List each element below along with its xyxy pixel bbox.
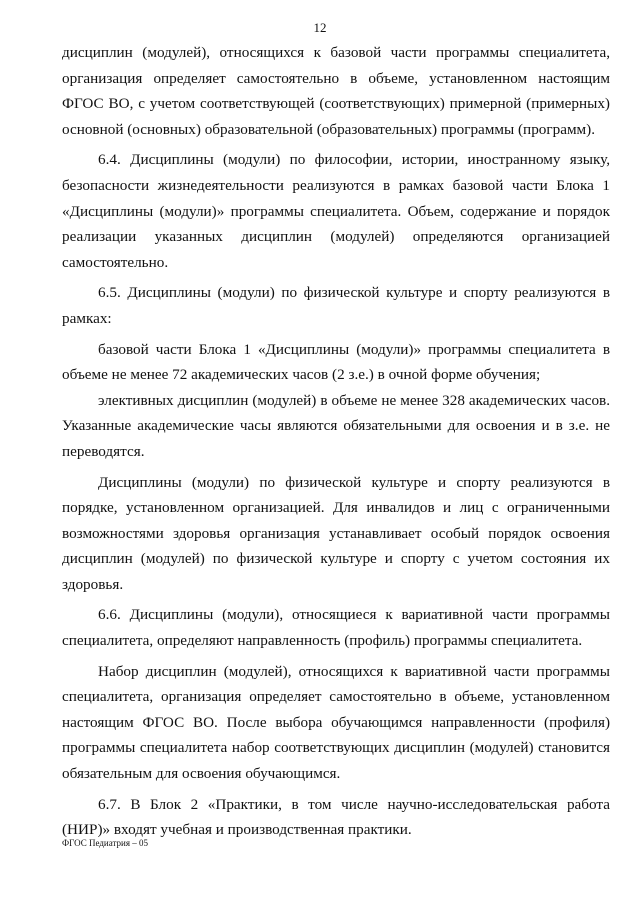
footer-standard-code: ФГОС Педиатрия – 05	[62, 838, 148, 848]
paragraph-6-5-item-elective: элективных дисциплин (модулей) в объеме не менее 328 академических часов. Указанные академические часы являются обязательными для освоения и в з.е. не переводятся.	[62, 391, 610, 460]
paragraph-pe-order: Дисциплины (модули) по физической культуре и спорту реализуются в порядке, установленном организацией. Для инвалидов и лиц с ограниченными возможностями здоровья организация устанавливает особый порядок освоения дисциплин (модулей) по физической культуре и спорту с учетом состояния их здоровья.	[62, 473, 610, 593]
paragraph-continuation: дисциплин (модулей), относящихся к базовой части программы специалитета, организация определяет самостоятельно в объеме, установленном настоящим ФГОС ВО, с учетом соответствующей (соответствующих) примерной (примерных) основной (основных) образовательной (образовательных) программы (программ).	[62, 44, 610, 138]
document-body	[62, 40, 610, 848]
paragraph-6-5: 6.5. Дисциплины (модули) по физической культуре и спорту реализуются в рамках:	[62, 284, 610, 327]
paragraph-variative-set: Набор дисциплин (модулей), относящихся к вариативной части программы специалитета, организация определяет самостоятельно в объеме, установленном настоящим ФГОС ВО. После выбора обучающимся направленности (профиля) программы специалитета набор соответствующих дисциплин (модулей) становится обязательным для освоения обучающимся.	[62, 662, 610, 783]
paragraph-6-5-item-base: базовой части Блока 1 «Дисциплины (модули)» программы специалитета в объеме не менее 72 академических часов (2 з.е.) в очной форме обучения;	[62, 340, 610, 384]
paragraph-6-4: 6.4. Дисциплины (модули) по философии, истории, иностранному языку, безопасности жизнедеятельности реализуются в рамках базовой части Блока 1 «Дисциплины (модули)» программы специалитета. Объем, содержание и порядок реализации указанных дисциплин (модулей) определяются организацией самостоятельно.	[62, 151, 610, 271]
paragraph-6-6: 6.6. Дисциплины (модули), относящиеся к вариативной части программы специалитета, определяют направленность (профиль) программы специалитета.	[62, 606, 610, 650]
page-number: 12	[313, 20, 327, 35]
paragraph-6-7: 6.7. В Блок 2 «Практики, в том числе научно-исследовательская работа (НИР)» входят учебная и производственная практики.	[62, 795, 610, 839]
